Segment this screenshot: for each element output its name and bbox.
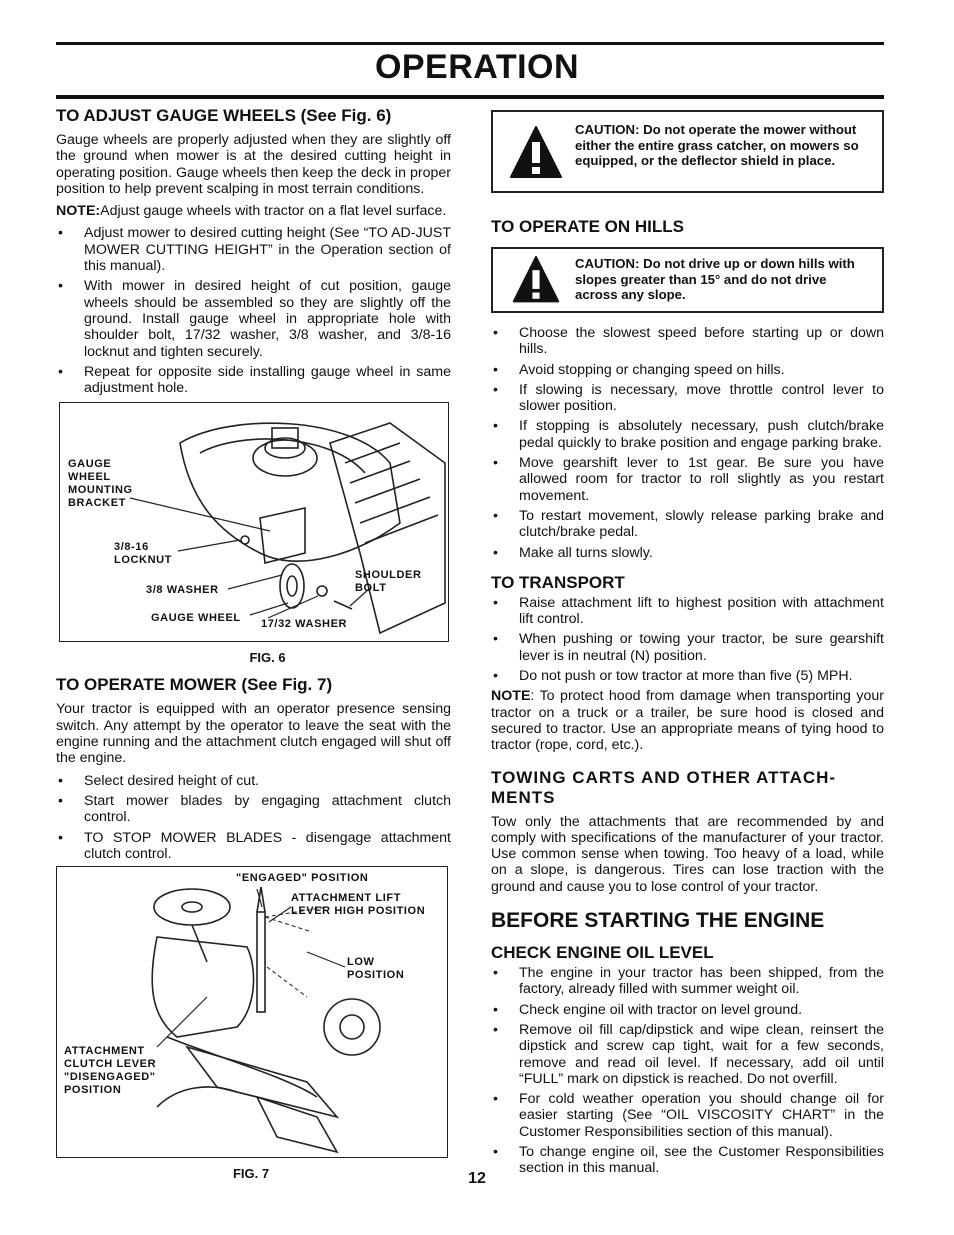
list-item: • Choose the slowest speed before starting up or down hills. — [491, 325, 884, 358]
list-item: • Repeat for opposite side installing gauge wheel in same adjustment hole. — [56, 364, 451, 397]
label-gauge-wheel: GAUGE WHEEL — [151, 612, 241, 625]
transport-heading: TO TRANSPORT — [491, 572, 625, 592]
label-washer-38: 3/8 WASHER — [146, 584, 219, 597]
before-heading: BEFORE STARTING THE ENGINE — [491, 909, 825, 933]
hills-list — [491, 325, 884, 561]
left-column — [56, 104, 451, 1191]
list-item: • Adjust mower to desired cutting height (See “TO AD-JUST MOWER CUTTING HEIGHT” in the Operation section of this manual). — [56, 225, 451, 274]
mower-list — [56, 773, 451, 862]
list-item: • For cold weather operation you should change oil for easier starting (See “OIL VISCOSITY CHART” in the Customer Responsibilities section of this manual). — [491, 1091, 884, 1140]
note-label: NOTE: — [56, 203, 101, 220]
fig6-illustration — [59, 402, 449, 642]
list-item: • If slowing is necessary, move throttle control lever to slower position. — [491, 382, 884, 415]
label-lift-high: ATTACHMENT LIFT LEVER HIGH POSITION — [291, 892, 426, 918]
list-item: • Select desired height of cut. — [56, 773, 451, 789]
label-disengaged: ATTACHMENT CLUTCH LEVER "DISENGAGED" POSITION — [64, 1045, 157, 1097]
page-title: OPERATION — [374, 48, 580, 86]
transport-list — [491, 595, 884, 684]
fig6-caption: FIG. 6 — [249, 650, 286, 666]
mower-heading: TO OPERATE MOWER (See Fig. 7) — [56, 675, 333, 695]
gauge-heading: TO ADJUST GAUGE WHEELS (See Fig. 6) — [56, 106, 392, 125]
hills-heading: TO OPERATE ON HILLS — [491, 217, 684, 236]
list-item: • Make all turns slowly. — [491, 545, 884, 561]
label-washer-1732: 17/32 WASHER — [261, 618, 348, 631]
list-item: • Avoid stopping or changing speed on hills. — [491, 362, 884, 378]
list-item: • Move gearshift lever to 1st gear. Be sure you have allowed room for tractor to roll slightly as you restart movement. — [491, 455, 884, 504]
list-item: • Do not push or tow tractor at more than five (5) MPH. — [491, 668, 884, 684]
note-text: : To protect hood from damage when transporting your tractor on a truck or a trailer, be sure hood is closed and secured to tractor. Use an appropriate means of tying hood to tractor (rope, cord, etc.). — [491, 688, 884, 754]
title-rule — [56, 95, 884, 99]
list-item: • Raise attachment lift to highest position with attachment lift control. — [491, 595, 884, 628]
warning-icon — [509, 125, 563, 181]
list-item: • Start mower blades by engaging attachment clutch control. — [56, 793, 451, 826]
note-label: NOTE — [491, 688, 531, 705]
oil-list — [491, 965, 884, 1177]
caution-box-mower — [491, 110, 884, 193]
mower-deck-drawing — [60, 403, 448, 641]
list-item: • Check engine oil with tractor on level ground. — [491, 1002, 884, 1018]
right-column — [491, 110, 884, 1181]
caution-text-mower: CAUTION: Do not operate the mower without either the entire grass catcher, on mowers so equipped, or the deflector shield in place. — [575, 122, 859, 169]
label-low-position: LOW POSITION — [347, 956, 405, 982]
transport-note — [491, 688, 884, 753]
caution-text-hills: CAUTION: Do not drive up or down hills with slopes greater than 15° and do not drive across any slope. — [575, 256, 855, 303]
top-rule — [56, 42, 884, 45]
warning-icon — [509, 255, 563, 305]
page-number: 12 — [468, 1170, 486, 1187]
list-item: • The engine in your tractor has been shipped, from the factory, already filled with summer weight oil. — [491, 965, 884, 998]
mower-intro: Your tractor is equipped with an operator presence sensing switch. Any attempt by the operator to leave the seat with the engine running and the attachment clutch engaged will shut off the engine. — [56, 701, 451, 767]
list-item: • When pushing or towing your tractor, be sure gearshift lever is in neutral (N) position. — [491, 631, 884, 664]
towing-text: Tow only the attachments that are recommended by and comply with specifications of the manufacturer of your tractor. Use common sense when towing. Too heavy of a load, while on a slope, is dangerous. Tires can lose traction with the ground and cause you to lose control of your tractor. — [491, 813, 884, 895]
list-item: • Remove oil fill cap/dipstick and wipe clean, reinsert the dipstick and screw cap tight, wait for a few seconds, remove and read oil level. If necessary, add oil until “FULL” mark on dipstick is reached. Do not overfill. — [491, 1022, 884, 1087]
towing-heading: TOWING CARTS AND OTHER ATTACH-MENTS — [491, 767, 837, 807]
list-item: • To change engine oil, see the Customer Responsibilities section in this manual. — [491, 1144, 884, 1177]
fig7-illustration — [56, 866, 448, 1158]
label-engaged: "ENGAGED" POSITION — [236, 872, 369, 885]
gauge-note — [56, 203, 451, 219]
fig7-caption: FIG. 7 — [232, 1166, 270, 1182]
label-locknut: 3/8-16 LOCKNUT — [114, 541, 172, 567]
list-item: • If stopping is absolutely necessary, push clutch/brake pedal quickly to brake position and engage parking brake. — [491, 418, 884, 451]
gauge-list — [56, 225, 451, 396]
caution-box-hills — [491, 247, 884, 313]
label-shoulder-bolt: SHOULDER BOLT — [355, 569, 422, 595]
note-text: Adjust gauge wheels with tractor on a flat level surface. — [100, 203, 447, 220]
gauge-intro: Gauge wheels are properly adjusted when they are slightly off the ground when mower is at the desired cutting height in operating position. Gauge wheels then keep the deck in proper position to help prevent scalping in most terrain conditions. — [56, 132, 451, 197]
oil-heading: CHECK ENGINE OIL LEVEL — [491, 943, 714, 963]
label-bracket: GAUGE WHEEL MOUNTING BRACKET — [68, 458, 133, 510]
list-item: • With mower in desired height of cut position, gauge wheels should be assembled so they are slightly off the ground. Install gauge wheel in appropriate hole with shoulder bolt, 17/32 washer, 3/8 washer, and 3/8-16 locknut and tighten securely. — [56, 278, 451, 359]
list-item: • TO STOP MOWER BLADES - disengage attachment clutch control. — [56, 830, 451, 863]
list-item: • To restart movement, slowly release parking brake and clutch/brake pedal. — [491, 508, 884, 541]
